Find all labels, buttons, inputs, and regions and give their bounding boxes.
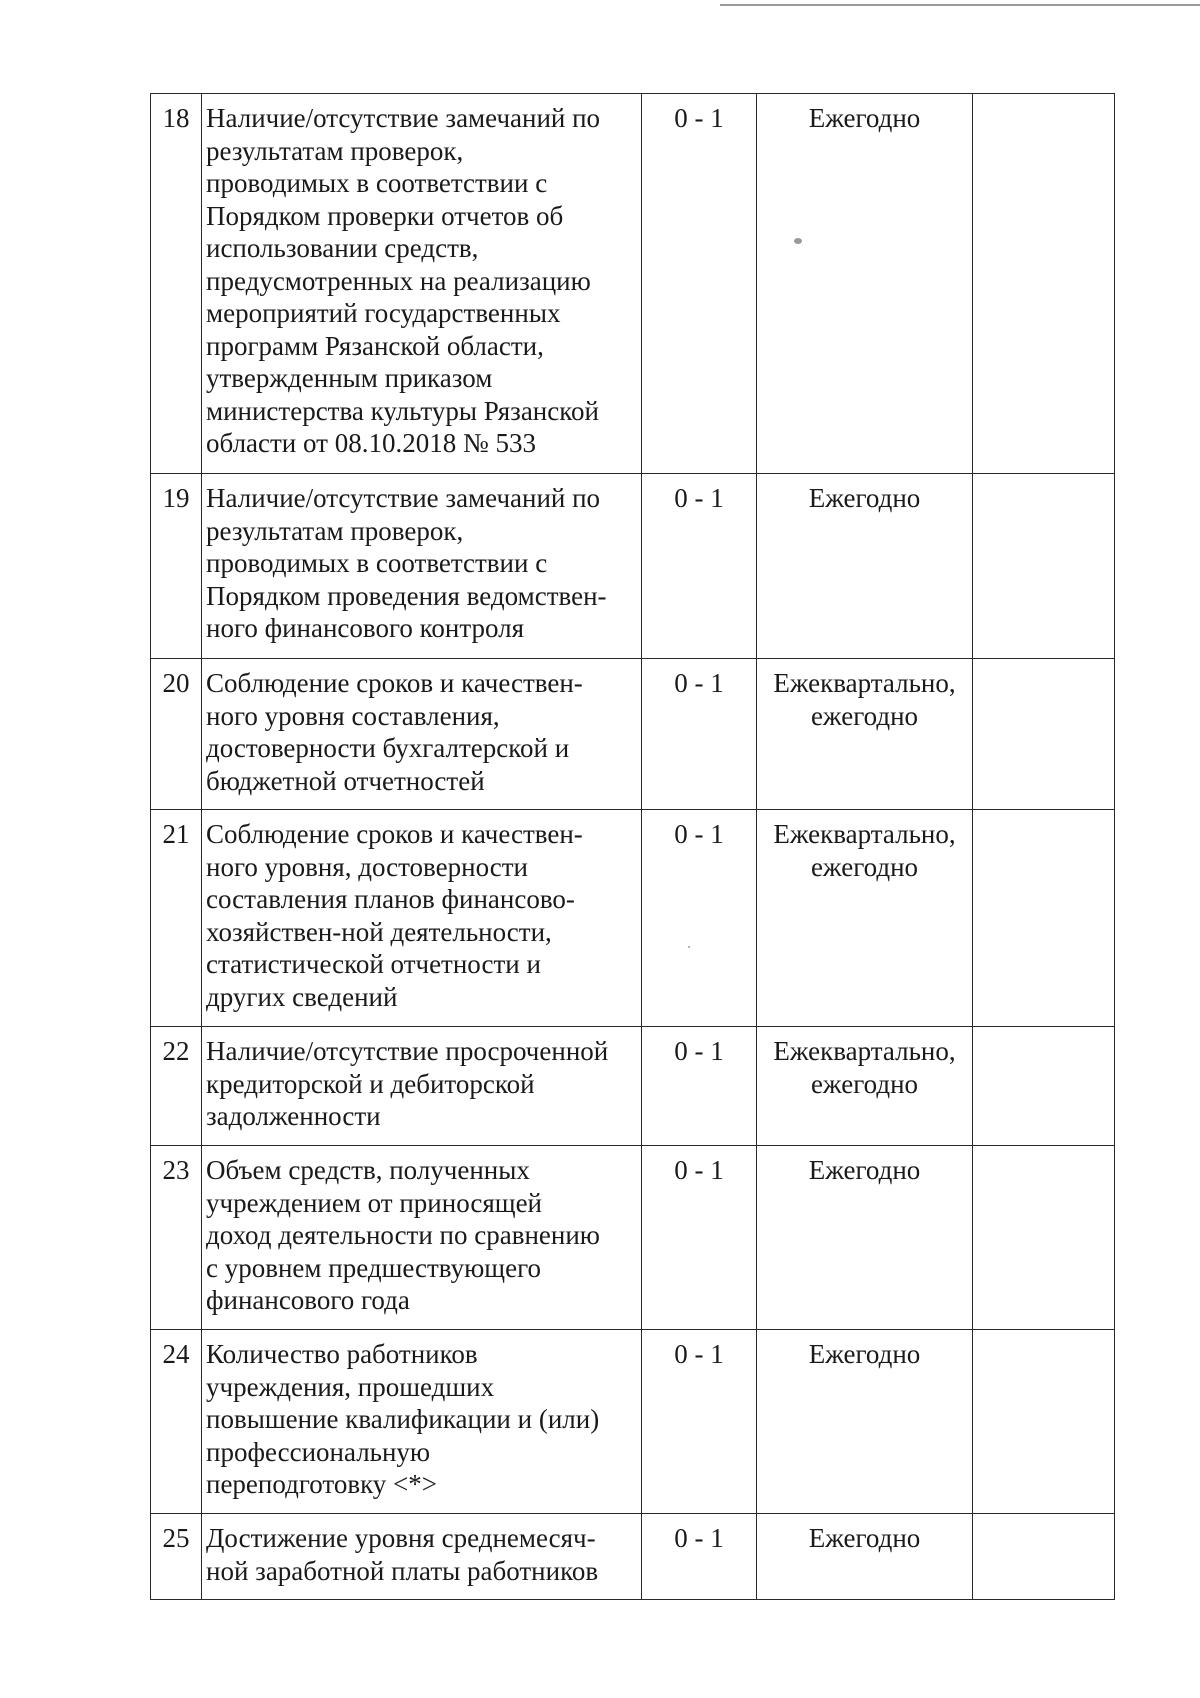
table-row bbox=[151, 474, 1115, 659]
row-extra-cell bbox=[973, 1027, 1115, 1146]
table-row bbox=[151, 659, 1115, 810]
row-score-range: 0 - 1 bbox=[642, 1146, 757, 1330]
row-number: 25 bbox=[151, 1514, 202, 1600]
row-description: Количество работников учреждения, прошедших повышение квалификации и (или) профессиональную переподготовку <*> bbox=[202, 1330, 642, 1514]
row-score-range: 0 - 1 bbox=[642, 1330, 757, 1514]
row-period: Ежеквартально, ежегодно bbox=[757, 1027, 973, 1146]
row-score-range: 0 - 1 bbox=[642, 1027, 757, 1146]
row-score-range: 0 - 1 bbox=[642, 1514, 757, 1600]
row-extra-cell bbox=[973, 1330, 1115, 1514]
table-row bbox=[151, 1514, 1115, 1600]
row-extra-cell bbox=[973, 659, 1115, 810]
row-number: 22 bbox=[151, 1027, 202, 1146]
row-period: Ежеквартально, ежегодно bbox=[757, 659, 973, 810]
criteria-table bbox=[150, 93, 1115, 1600]
row-period: Ежегодно bbox=[757, 474, 973, 659]
table-row bbox=[151, 94, 1115, 474]
row-number: 18 bbox=[151, 94, 202, 474]
row-score-range: 0 - 1 bbox=[642, 94, 757, 474]
row-period: Ежеквартально, ежегодно bbox=[757, 810, 973, 1027]
row-number: 20 bbox=[151, 659, 202, 810]
scan-edge-line bbox=[720, 4, 1200, 6]
row-extra-cell bbox=[973, 94, 1115, 474]
table-row bbox=[151, 810, 1115, 1027]
row-number: 23 bbox=[151, 1146, 202, 1330]
row-number: 19 bbox=[151, 474, 202, 659]
row-period: Ежегодно bbox=[757, 94, 973, 474]
row-extra-cell bbox=[973, 810, 1115, 1027]
table-row bbox=[151, 1330, 1115, 1514]
row-description: Наличие/отсутствие замечаний по результатам проверок, проводимых в соответствии с Порядком проверки отчетов об использовании средств, предусмотренных на реализацию мероприятий государственных программ Рязанской области, утвержденным приказом министерства культуры Рязанской области от 08.10.2018 № 533 bbox=[202, 94, 642, 474]
row-description: Наличие/отсутствие просроченной кредиторской и дебиторской задолженности bbox=[202, 1027, 642, 1146]
row-description: Наличие/отсутствие замечаний по результатам проверок, проводимых в соответствии с Порядком проведения ведомствен- ного финансового контроля bbox=[202, 474, 642, 659]
row-description: Достижение уровня среднемесяч- ной заработной платы работников bbox=[202, 1514, 642, 1600]
table-row bbox=[151, 1146, 1115, 1330]
row-number: 24 bbox=[151, 1330, 202, 1514]
row-score-range: 0 - 1 bbox=[642, 474, 757, 659]
row-extra-cell bbox=[973, 1146, 1115, 1330]
row-description: Соблюдение сроков и качествен- ного уровня составления, достоверности бухгалтерской и бюджетной отчетностей bbox=[202, 659, 642, 810]
row-extra-cell bbox=[973, 1514, 1115, 1600]
row-period: Ежегодно bbox=[757, 1330, 973, 1514]
row-description: Объем средств, полученных учреждением от приносящей доход деятельности по сравнению с уровнем предшествующего финансового года bbox=[202, 1146, 642, 1330]
row-period: Ежегодно bbox=[757, 1146, 973, 1330]
row-extra-cell bbox=[973, 474, 1115, 659]
row-score-range: 0 - 1 bbox=[642, 810, 757, 1027]
table-row bbox=[151, 1027, 1115, 1146]
row-description: Соблюдение сроков и качествен- ного уровня, достоверности составления планов финансово- хозяйствен-ной деятельности, статистической отчетности и других сведений bbox=[202, 810, 642, 1027]
row-period: Ежегодно bbox=[757, 1514, 973, 1600]
row-number: 21 bbox=[151, 810, 202, 1027]
row-score-range: 0 - 1 bbox=[642, 659, 757, 810]
